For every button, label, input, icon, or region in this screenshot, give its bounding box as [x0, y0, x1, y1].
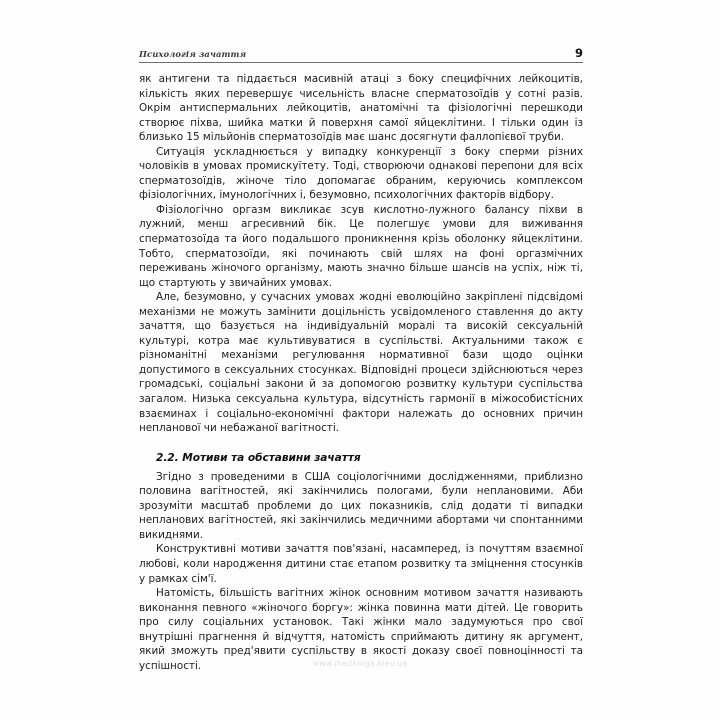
- paragraph: Але, безумовно, у сучасних умовах жодні еволюційно закріплені підсвідомі механізми не можуть замінити доцільність усвідомленого ставлення до акту зачаття, що базується на індивідуальній моралі та високій сексуальній культурі, котра має культивуватися в суспільстві. Актуальними також є різноманітні механізми регулювання нормативної бази щодо оцінки допустимого в сексуальних стосунках. Відповідні процеси здійснюються через громадські, соціальні закони й за допомогою розвитку культури суспільства загалом. Низька сексуальна культура, відсутність гармонії в міжособистісних взаєминах і соціально-економічні фактори належать до основних причин непланової чи небажаної вагітності.: [139, 291, 583, 435]
- paragraph: Конструктивні мотиви зачаття пов'язані, насамперед, із почуттям взаємної любові, коли народження дитини стає етапом розвитку та зміцнення стосунків у рамках сім'ї.: [139, 543, 583, 585]
- running-head: [139, 48, 583, 60]
- watermark: www.medkniga.kiev.ua: [312, 659, 408, 668]
- paragraph: Ситуація ускладнюється у випадку конкуренції з боку сперми різних чоловіків в умовах промискуїтету. Тоді, створюючи однакові перепони для всіх сперматозоїдів, жіноче тіло допомагає обраним, керуючись комплексом фізіологічних, імунологічних і, безумовно, психологічних факторів відбору.: [139, 145, 583, 202]
- text-column: [139, 72, 583, 673]
- page-number: 9: [574, 46, 583, 60]
- paragraph: Фізіологічно оргазм викликає зсув кислотно-лужного балансу піхви в лужний, менш агресивний бік. Це полегшує умови для виживання сперматозоїда та його подальшого проникнення крізь оболонку яйцеклітини. Тобто, сперматозоїди, які починають свій шлях на фоні оргазмічних переживань жіночого організму, мають значно більше шансів на успіх, ніж ті, що стартують у звичайних умовах.: [139, 203, 583, 289]
- paragraph: Згідно з проведеними в США соціологічними дослідженнями, приблизно половина вагітностей, які закінчились пологами, були неплановими. Аби зрозуміти масштаб проблеми до цих показників, слід додати ті випадки непланових вагітностей, які закінчились медичними абортами чи спонтанними викиднями.: [139, 470, 583, 541]
- header-divider: [139, 62, 583, 63]
- paragraph: як антигени та піддається масивній атаці з боку специфічних лейкоцитів, кількість яких перевершує чисельність власне сперматозоїдів у сотні разів. Окрім антиспермальних лейкоцитів, анатомічні та фізіологічні перешкоди створює піхва, шийка матки й поверхня самої яйцеклітини. І тільки один із близько 15 мільйонів сперматозоїдів має шанс досягнути фаллопієвої труби.: [139, 73, 583, 144]
- section-heading: 2.2. Мотиви та обставини зачаття: [156, 451, 361, 464]
- running-head-title: Психологія зачаття: [139, 49, 247, 60]
- paragraph: Натомість, більшість вагітних жінок основним мотивом зачаття називають виконання певного «жіночого боргу»: жінка повинна мати дітей. Це говорить про силу соціальних установок. Такі жінки мало задумуються про свої внутрішні прагнення й відчуття, натомість сприймають дитину як аргумент, який зможуть пред'явити суспільству в якості доказу своєї повноцінності та успішності.: [139, 587, 583, 672]
